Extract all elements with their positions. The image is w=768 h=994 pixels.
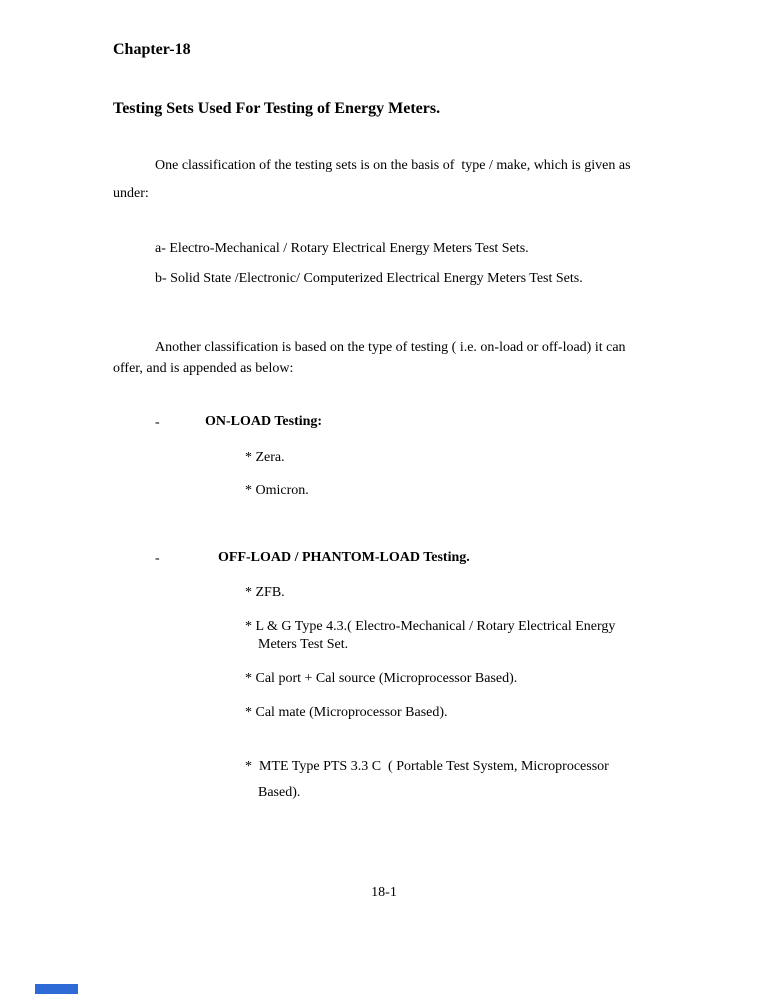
list-item: b- Solid State /Electronic/ Computerized Electrical Energy Meters Test Sets. [155, 271, 583, 286]
list-item-continuation: Meters Test Set. [258, 637, 349, 652]
list-item: * L & G Type 4.3.( Electro-Mechanical / Rotary Electrical Energy [245, 619, 616, 634]
list-item: * ZFB. [245, 585, 285, 600]
list-item-continuation: Based). [258, 785, 301, 800]
list-item: * MTE Type PTS 3.3 C ( Portable Test System, Microprocessor [245, 759, 609, 774]
paragraph-line: under: [113, 186, 149, 201]
paragraph-line: offer, and is appended as below: [113, 361, 294, 376]
list-item: a- Electro-Mechanical / Rotary Electrical Energy Meters Test Sets. [155, 241, 529, 256]
paragraph-line: Another classification is based on the type of testing ( i.e. on-load or off-load) it can [155, 340, 626, 355]
list-item: * Cal mate (Microprocessor Based). [245, 705, 448, 720]
list-item: * Cal port + Cal source (Microprocessor Based). [245, 671, 518, 686]
paragraph-line: One classification of the testing sets is on the basis of type / make, which is given as [155, 158, 631, 173]
document-title: Testing Sets Used For Testing of Energy Meters. [113, 100, 441, 117]
section-bullet: - [155, 415, 160, 430]
list-item: * Omicron. [245, 483, 309, 498]
section-heading: OFF-LOAD / PHANTOM-LOAD Testing. [218, 550, 470, 565]
section-heading: ON-LOAD Testing: [205, 414, 323, 429]
blue-bar [35, 984, 78, 994]
chapter-heading: Chapter-18 [113, 41, 191, 58]
list-item: * Zera. [245, 450, 285, 465]
section-bullet: - [155, 551, 160, 566]
page-number: 18-1 [371, 885, 397, 900]
